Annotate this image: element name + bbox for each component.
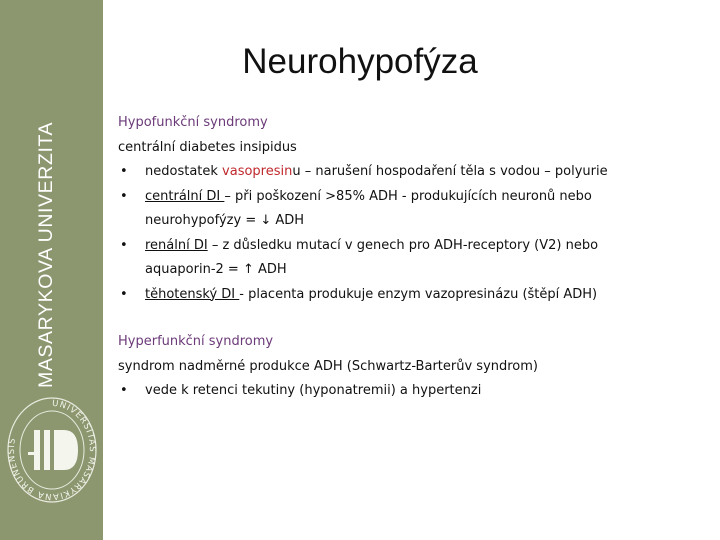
list-item: • renální DI – z důsledku mutací v genech pro ADH-receptory (V2) nebo aquaporin-2 = ↑ ADH <box>118 234 708 283</box>
subheading-siadh: syndrom nadměrné produkce ADH (Schwartz-Barterův syndrom) <box>118 358 538 374</box>
bullet: • <box>120 237 128 253</box>
list-item: • těhotenský DI - placenta produkuje enzym vazopresinázu (štěpí ADH) <box>118 283 708 308</box>
arrow-down-icon: ↓ <box>260 213 272 228</box>
list-item: • vede k retenci tekutiny (hyponatremii) a hypertenzi <box>118 379 708 404</box>
university-name: MASARYKOVA UNIVERZITA <box>35 121 57 388</box>
section-heading-hypofunction: Hypofunkční syndromy <box>118 115 268 130</box>
university-seal-icon <box>6 392 98 510</box>
highlight-term: vasopresin <box>222 164 293 179</box>
section-heading-hyperfunction: Hyperfunkční syndromy <box>118 334 274 349</box>
bullet: • <box>120 188 128 204</box>
bullet: • <box>120 286 128 302</box>
page-title: Neurohypofýza <box>242 42 478 81</box>
term: renální DI <box>145 237 208 253</box>
sidebar <box>0 0 103 540</box>
list-item: • nedostatek vasopresinu – narušení hospodaření těla s vodou – polyurie <box>118 160 708 185</box>
term: centrální DI <box>145 188 225 204</box>
list-item: • centrální DI – při poškození >85% ADH - produkujících neuronů nebo neurohypofýzy = ↓ ADH <box>118 185 708 234</box>
seal-lettering: UNIVERSITAS MASARYKIANA BRUNENSIS <box>6 398 97 502</box>
term: těhotenský DI <box>145 286 240 302</box>
arrow-up-icon: ↑ <box>242 262 254 277</box>
slide-content <box>118 111 708 404</box>
subheading-central-di: centrální diabetes insipidus <box>118 139 297 155</box>
bullet: • <box>120 164 128 179</box>
bullet: • <box>120 383 128 398</box>
